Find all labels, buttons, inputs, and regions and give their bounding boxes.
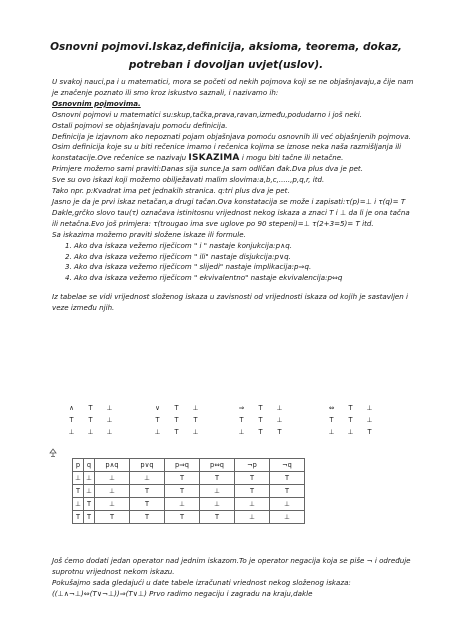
table-header-row [73,459,305,472]
table-cell: T [69,416,74,424]
text-line: Osnovni pojmovi u matematici su:skup,tačka,prava,ravan,između,podudarno i još neki. [52,109,362,119]
table-cell: T [130,485,165,498]
table-cell: T [258,404,263,412]
table-cell: T [174,404,179,412]
tau-paragraph: Dakle,grčko slovo tau(τ) označava istinitosnu vrijednost nekog iskaza a znaci T i ⊥ da li je ona tačna ili netačna.Evo još primjera: τ(trougao ima sve uglove po 90 stepeni)=⊥ τ(2+3=5)= T itd. [52,207,410,228]
list-item: 4. Ako dva iskaza vežemo riječicom " ekvivalentno" nastaje ekvivalencija:p⇔q [74,273,414,284]
table-cell: ⊥ [87,428,94,436]
table-cell: ⊥ [73,472,84,485]
text-line: Definicija je izjavnom ako nepoznati pojam objašnjava pomoću osnovnih ili već objašnjenih pojmova. [52,131,411,141]
table-cell: T [348,404,353,412]
table-cell: ⊥ [106,404,113,412]
table-cell: ⊥ [130,472,165,485]
operator-list [52,241,414,285]
text-line: ((⊥∧¬⊥)⇔(T∨¬⊥))⇒(T∨⊥) Prvo radimo negaciju i zagradu na kraju,dakle [52,588,313,598]
iskaz-paragraph [52,142,414,164]
table-cell: T [270,485,305,498]
table-cell: ⊥ [235,511,270,524]
table-row [73,498,305,511]
table-cell: ⊥ [200,485,235,498]
conjunction-table [62,402,119,438]
table-cell: ⊥ [154,428,161,436]
column-header: ¬q [270,459,305,472]
iskaz-post: i mogu biti tačne ili netačne. [241,153,344,163]
table-cell: T [329,416,334,424]
table-cell: T [88,404,93,412]
table-cell: T [130,498,165,511]
table-cell: ⊥ [95,472,130,485]
table-cell: ⇒ [238,404,245,412]
table-cell: ⊥ [95,485,130,498]
table-row [73,472,305,485]
table-cell: ⊥ [106,416,113,424]
list-item: 1. Ako dva iskaza vežemo riječicom " i " nastaje konjukcija:p∧q. [74,241,414,252]
table-cell: ⊥ [238,428,245,436]
table-cell: ⊥ [366,416,373,424]
example-line: Tako npr. p:Kvadrat ima pet jednakih stranica. q:tri plus dva je pet. [52,186,290,196]
table-cell: ⊥ [192,428,199,436]
table-cell: T [348,416,353,424]
table-cell: T [258,416,263,424]
table-cell: T [165,511,200,524]
table-cell: T [193,416,198,424]
table-cell: ⊥ [84,472,95,485]
table-cell: ⊥ [328,428,335,436]
table-cell: T [95,511,130,524]
table-cell: ⊥ [106,428,113,436]
table-cell: T [200,472,235,485]
table-cell: T [84,498,95,511]
text-line: Pokušajmo sada gledajući u date tabele izračunati vriednost nekog složenog iskaza: [52,577,351,587]
column-header: p∧q [95,459,130,472]
list-item: 2. Ako dva iskaza vežemo riječicom " ili" nastaje disjukcija:p∨q. [74,252,414,263]
table-cell: T [73,511,84,524]
table-cell: T [258,428,263,436]
table-cell: T [130,511,165,524]
list-item: 3. Ako dva iskaza vežemo riječicom " slijedi" nastaje implikacija:p⇒q. [74,262,414,273]
table-cell: T [84,511,95,524]
column-header: p⇒q [165,459,200,472]
table-cell: T [200,511,235,524]
table-cell: T [367,428,372,436]
iskaz-keyword: ISKAZIMA [188,153,240,164]
iskaz-pre: Osim definicija koje su u biti rečenice imamo i rečenica kojima se iznose neka naša razmišljanja ili konstatacije.Ove rečenice se nazivaju [52,142,402,163]
table-cell: ∧ [69,404,74,412]
column-header: p⇔q [200,459,235,472]
disjunction-table [148,402,205,438]
table-cell: T [73,485,84,498]
closing-text [52,556,414,600]
intro-paragraph: U svakoj nauci,pa i u matematici, mora se početi od nekih pojmova koji se ne objašnjavaju,a čije nam je značenje poznato ili smo kroz iskustvo saznali, i nazivamo ih: [52,77,414,97]
equivalence-table [322,402,379,438]
table-cell: T [174,428,179,436]
example-line: Primjere možemo sami praviti:Danas sija sunce.Ja sam odličan đak.Dva plus dva je pet. [52,164,363,174]
example-line: Sve su ovo iskazi koji možemo obilježavati malim slovima:a,b,c,.....,p,q,r, itd. [52,175,325,185]
table-cell: ∨ [155,404,160,412]
column-header: p [73,459,84,472]
lamp-icon [48,448,58,460]
body-text [52,77,414,314]
table-cell: ⊥ [68,428,75,436]
table-cell: T [270,472,305,485]
table-cell: ⊥ [235,498,270,511]
column-header: q [84,459,95,472]
table-cell: T [165,485,200,498]
table-row [73,485,305,498]
text-line: Još ćemo dodati jedan operator nad jednim iskazom.To je operator negacija koja se piše ¬ i određuje suprotnu vrijednost nekom iskazu. [52,556,411,576]
table-cell: T [277,428,282,436]
compose-line: Sa iskazima možemo praviti složene iskaze ili formule. [52,229,246,239]
table-cell: ⊥ [200,498,235,511]
table-cell: ⊥ [270,498,305,511]
table-row [73,511,305,524]
table-cell: ⊥ [276,416,283,424]
table-cell: T [239,416,244,424]
table-cell: T [235,472,270,485]
table-cell: ⇔ [328,404,335,412]
combined-truth-table [72,458,305,524]
table-cell: ⊥ [165,498,200,511]
table-cell: ⊥ [192,404,199,412]
table-cell: ⊥ [366,404,373,412]
tables-intro: Iz tabelae se vidi vrijednost složenog iskaza u zavisnosti od vrijednosti iskaza od kojih je sastavljen i veze između njih. [52,292,408,313]
example-line: Jasno je da je prvi iskaz netačan,a drugi tačan.Ova konstatacija se može i zapisati:τ(p)=⊥ i τ(q)= T [52,196,406,206]
text-line: Ostali pojmovi se objašnjavaju pomoću definicija. [52,120,228,130]
table-cell: ⊥ [95,498,130,511]
table-cell: T [88,416,93,424]
table-cell: ⊥ [270,511,305,524]
table-cell: T [155,416,160,424]
column-header: p∨q [130,459,165,472]
table-cell: ⊥ [73,498,84,511]
page-title: Osnovni pojmovi.Iskaz,definicija, aksioma, teorema, dokaz, potreban i dovoljan uvjet(uslov). [50,41,402,71]
table-cell: T [165,472,200,485]
table-cell: T [174,416,179,424]
column-header: ¬p [235,459,270,472]
table-cell: T [235,485,270,498]
table-cell: ⊥ [276,404,283,412]
table-cell: ⊥ [84,485,95,498]
implication-table [232,402,289,438]
table-cell: ⊥ [347,428,354,436]
section-heading: Osnovnim pojmovima. [52,98,141,108]
